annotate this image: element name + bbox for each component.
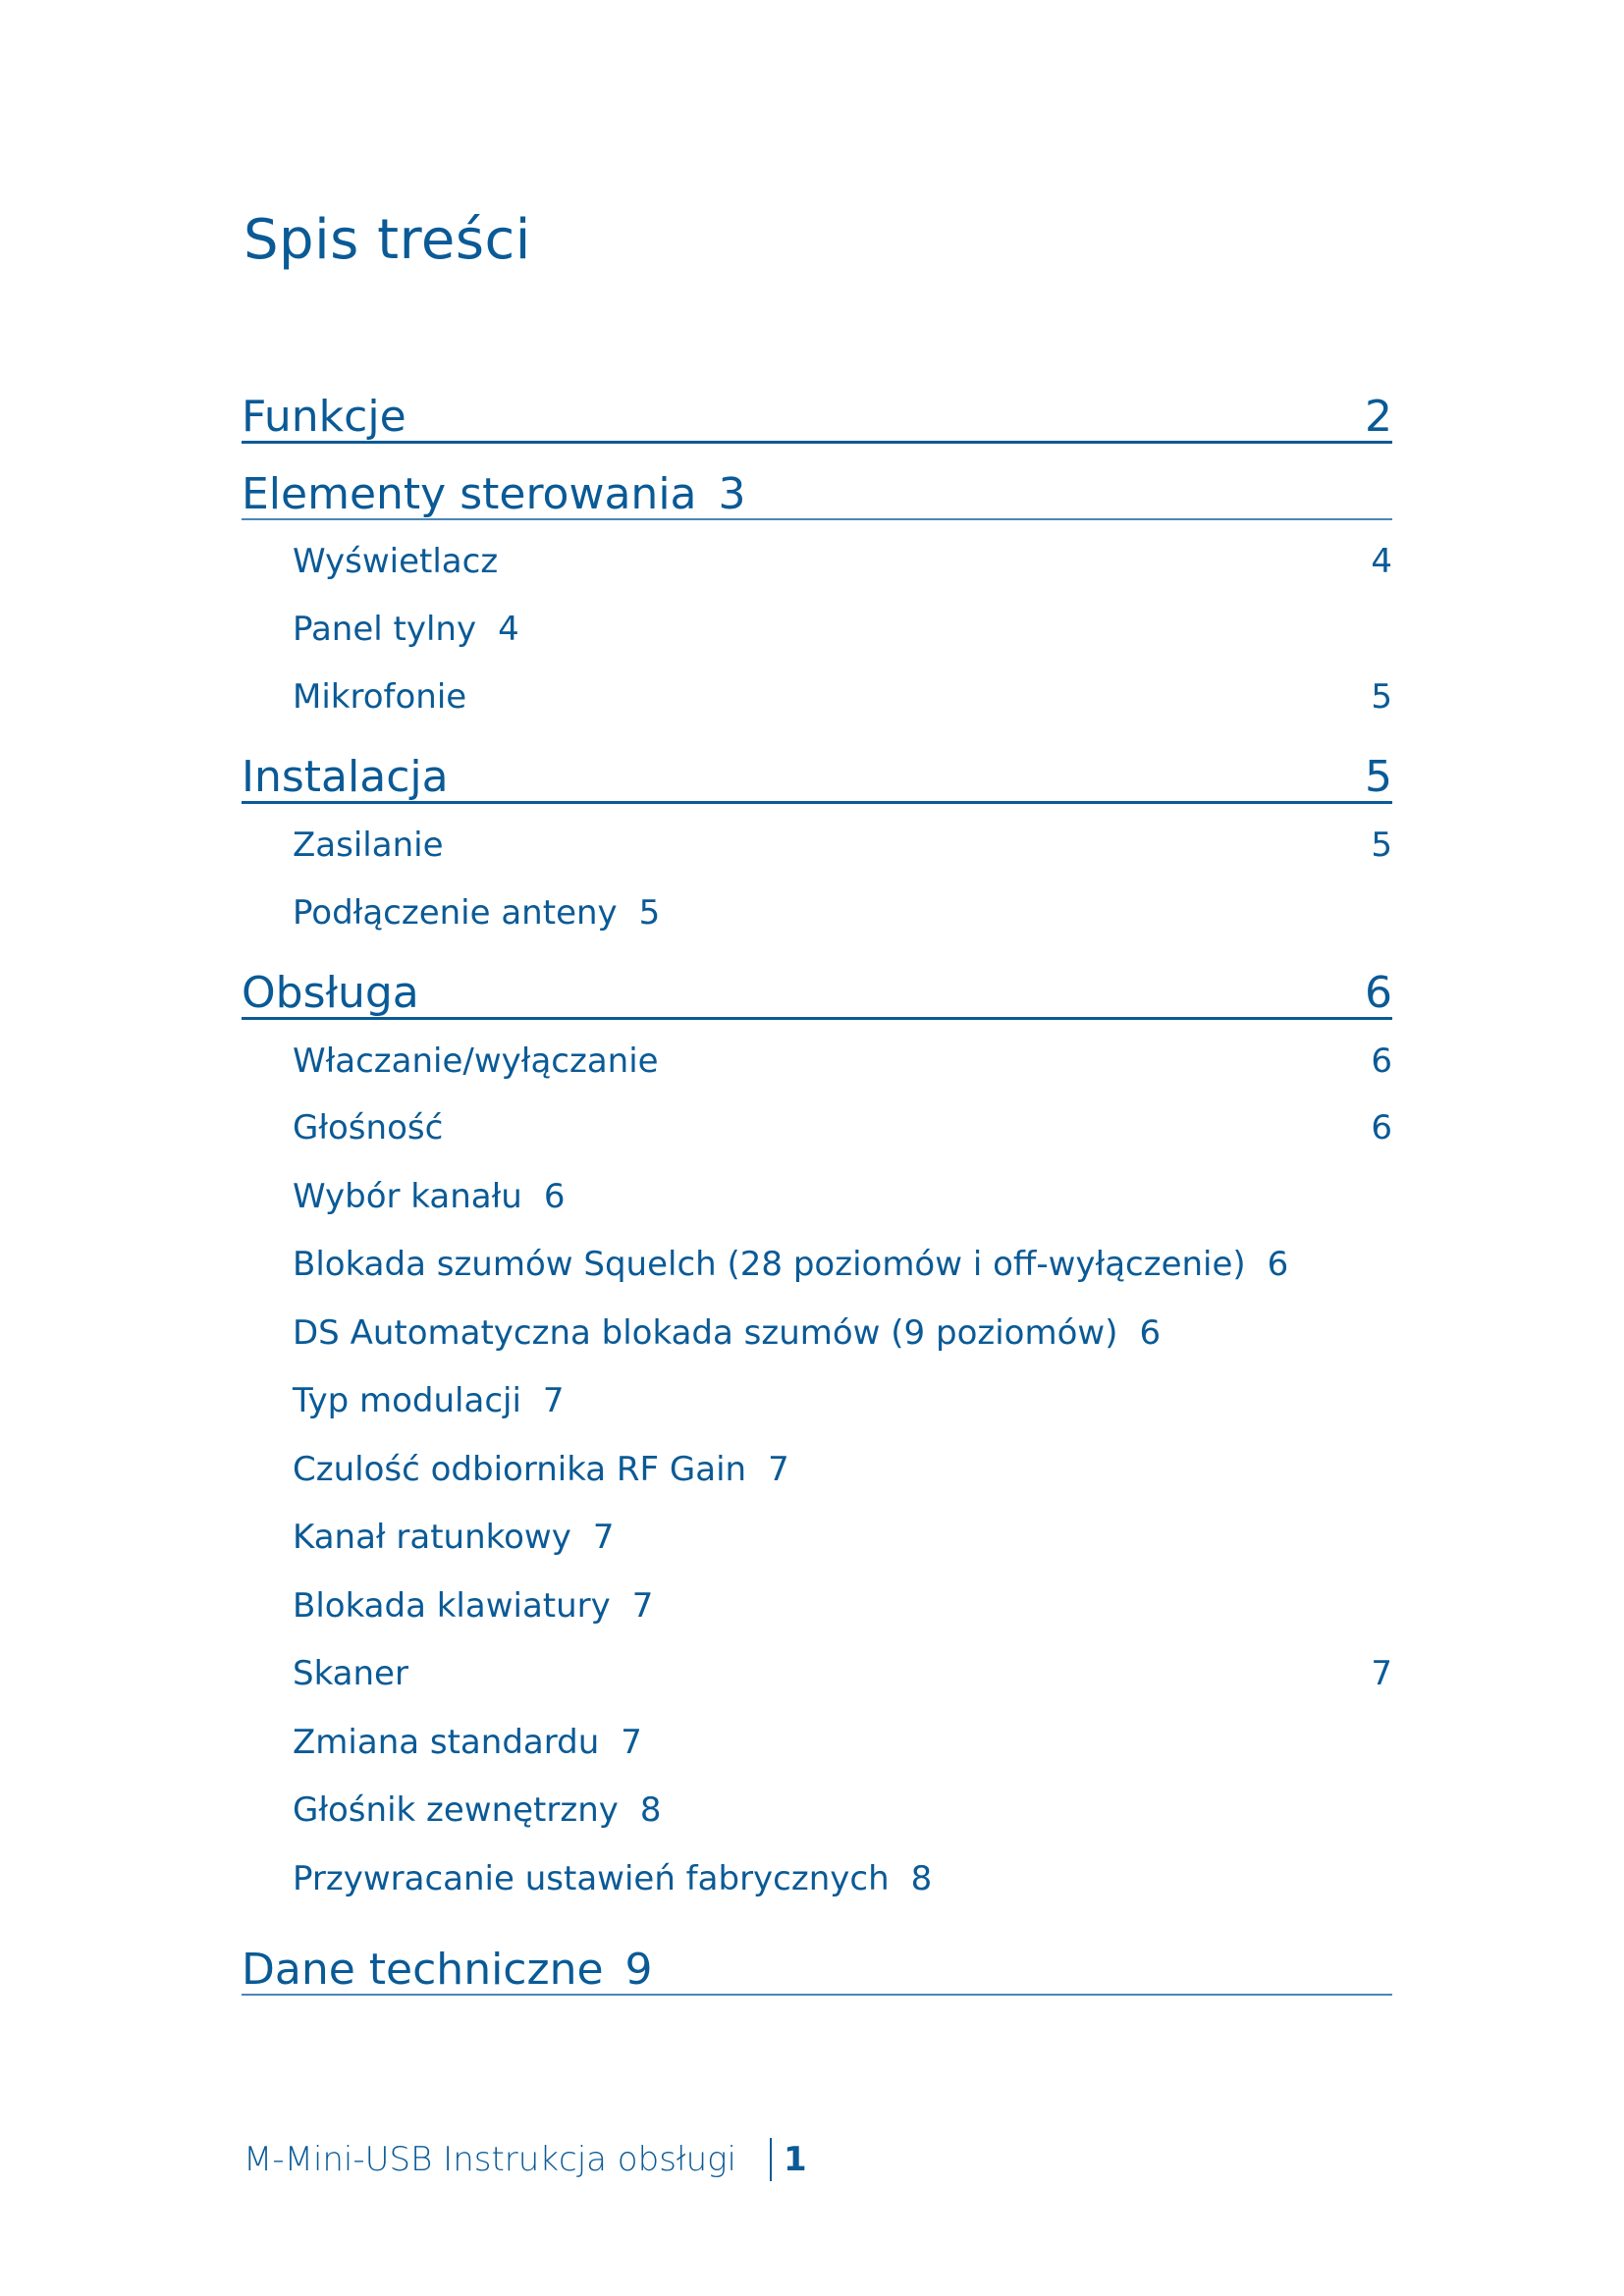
toc-label: Właczanie/wyłączanie [293, 1041, 659, 1081]
toc-entry-instalacja[interactable] [242, 731, 1392, 804]
toc-page-number: 7 [542, 1381, 565, 1421]
toc-page-number: 7 [768, 1449, 789, 1489]
toc-page-number: 4 [498, 609, 519, 649]
toc-entry-kanal-ratunkowy[interactable] [242, 1504, 1392, 1573]
toc-label: Blokada klawiatury 7 [293, 1585, 654, 1626]
toc-label: Zmiana standardu 7 [293, 1722, 642, 1762]
toc-page-number: 5 [1371, 677, 1392, 718]
toc-entry-zasilanie[interactable] [242, 804, 1392, 879]
toc-label: Głośnik zewnętrzny 8 [293, 1790, 662, 1831]
toc-label: Dane techniczne 9 [242, 1944, 653, 1995]
page-footer [244, 2138, 807, 2181]
toc-label: Blokada szumów Squelch (28 poziomów i off-wyłączenie) 6 [293, 1245, 1289, 1285]
toc-label: Panel tylny 4 [293, 609, 519, 649]
toc-page-number: 6 [1267, 1245, 1289, 1285]
toc-page-number: 6 [1371, 1041, 1392, 1081]
toc-entry-obsluga[interactable] [242, 947, 1392, 1020]
toc-entry-podlaczenie-anteny[interactable] [242, 879, 1392, 947]
footer-document-title: M-Mini-USB Instrukcja obsługi [244, 2140, 736, 2179]
toc-page-number: 7 [592, 1518, 615, 1558]
toc-page-number: 2 [1365, 392, 1392, 442]
toc-page-number: 6 [1365, 967, 1392, 1018]
toc-page-number: 7 [621, 1722, 642, 1762]
toc-page-number: 9 [624, 1944, 653, 1995]
toc-label: Typ modulacji 7 [293, 1381, 565, 1421]
toc-page-number: 8 [910, 1858, 933, 1898]
toc-page-number: 5 [1365, 752, 1392, 802]
toc-entry-squelch[interactable] [242, 1231, 1392, 1300]
toc-entry-elementy-sterowania[interactable] [242, 444, 1392, 520]
toc-entry-mikrofonie[interactable] [242, 664, 1392, 732]
toc-page-number: 7 [1371, 1654, 1392, 1694]
toc-page-number: 6 [1371, 1108, 1392, 1148]
toc-page-number: 4 [1371, 542, 1392, 581]
table-of-contents [242, 385, 1392, 1996]
toc-label: Skaner [293, 1654, 408, 1694]
toc-entry-skaner[interactable] [242, 1640, 1392, 1709]
toc-entry-zmiana-standardu[interactable] [242, 1708, 1392, 1777]
toc-label: Zasilanie [293, 826, 444, 865]
toc-page-number: 6 [1139, 1312, 1162, 1353]
toc-label: Wyświetlacz [293, 542, 499, 581]
toc-entry-dane-techniczne[interactable] [242, 1913, 1392, 1996]
toc-entry-glosnosc[interactable] [242, 1095, 1392, 1163]
toc-page-number: 6 [543, 1176, 566, 1216]
toc-entry-ustawienia-fabryczne[interactable] [242, 1844, 1392, 1913]
toc-label: Obsługa [242, 967, 419, 1018]
toc-label: Głośność [293, 1108, 444, 1148]
page-title: Spis treści [244, 208, 531, 272]
toc-entry-typ-modulacji[interactable] [242, 1367, 1392, 1436]
toc-label: Czulość odbiornika RF Gain 7 [293, 1449, 789, 1489]
toc-page-number: 5 [1371, 826, 1392, 865]
footer-divider [770, 2138, 772, 2181]
toc-label: Instalacja [242, 752, 449, 802]
footer-page-number: 1 [783, 2140, 807, 2179]
toc-label: Przywracanie ustawień fabrycznych 8 [293, 1858, 933, 1898]
toc-label: DS Automatyczna blokada szumów (9 poziomów) 6 [293, 1312, 1162, 1353]
toc-entry-glosnik-zewnetrzny[interactable] [242, 1777, 1392, 1845]
toc-page-number: 8 [639, 1790, 662, 1831]
toc-label: Podłączenie anteny 5 [293, 892, 661, 933]
toc-entry-wlaczanie[interactable] [242, 1020, 1392, 1095]
toc-entry-wybor-kanalu[interactable] [242, 1162, 1392, 1231]
toc-label: Kanał ratunkowy 7 [293, 1518, 615, 1558]
toc-entry-funkcje[interactable] [242, 385, 1392, 444]
toc-label: Mikrofonie [293, 677, 467, 718]
toc-entry-rf-gain[interactable] [242, 1435, 1392, 1504]
toc-entry-ds-blokada[interactable] [242, 1299, 1392, 1367]
toc-page-number: 3 [718, 469, 746, 519]
toc-page-number: 5 [638, 892, 661, 933]
toc-label: Funkcje [242, 392, 406, 442]
toc-label: Wybór kanału 6 [293, 1176, 566, 1216]
toc-label: Elementy sterowania 3 [242, 469, 746, 519]
toc-entry-blokada-klawiatury[interactable] [242, 1572, 1392, 1640]
toc-entry-wyswietlacz[interactable] [242, 520, 1392, 595]
toc-entry-panel-tylny[interactable] [242, 595, 1392, 664]
toc-page-number: 7 [631, 1585, 654, 1626]
